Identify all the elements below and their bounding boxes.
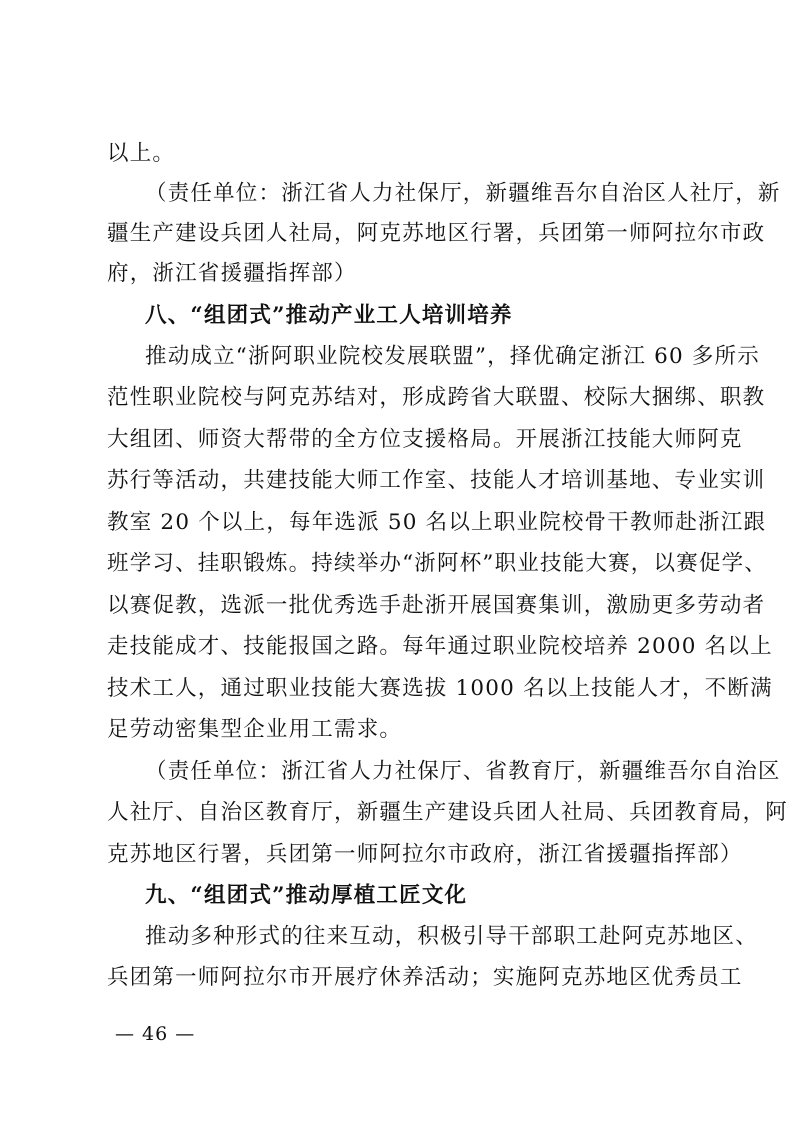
paragraph-line: 范性职业院校与阿克苏结对，形成跨省大联盟、校际大捆绑、职教 <box>107 385 766 410</box>
responsibility-note-line: 人社厅、自治区教育厅，新疆生产建设兵团人社局、兵团教育局，阿 <box>107 800 789 825</box>
responsibility-note-line: （责任单位：浙江省人力社保厅，新疆维吾尔自治区人社厅，新 <box>145 181 781 206</box>
paragraph-line: 苏行等活动，共建技能大师工作室、技能人才培训基地、专业实训 <box>107 468 766 493</box>
text-line: 以上。 <box>107 141 176 166</box>
paragraph-line: 大组团、师资大帮带的全方位支援格局。开展浙江技能大师阿克 <box>107 427 743 452</box>
paragraph-line: 以赛促教，选派一批优秀选手赴浙开展国赛集训，激励更多劳动者 <box>107 593 766 618</box>
paragraph-line: 兵团第一师阿拉尔市开展疗休养活动；实施阿克苏地区优秀员工 <box>107 965 743 990</box>
paragraph-line: 技术工人，通过职业技能大赛选拔 1000 名以上技能人才，不断满 <box>107 676 773 701</box>
responsibility-note-line: 府，浙江省援疆指挥部） <box>107 261 357 286</box>
paragraph-line: 推动成立“浙阿职业院校发展联盟”，择优确定浙江 60 多所示 <box>145 344 761 369</box>
paragraph-line: 走技能成才、技能报国之路。每年通过职业院校培养 2000 名以上 <box>107 634 773 659</box>
paragraph-line: 推动多种形式的往来互动，积极引导干部职工赴阿克苏地区、 <box>145 924 758 949</box>
responsibility-note-line: 疆生产建设兵团人社局，阿克苏地区行署，兵团第一师阿拉尔市政 <box>107 221 766 246</box>
page-number: — 46 — <box>115 1023 196 1045</box>
section-heading-8: 八、“组团式”推动产业工人培训培养 <box>145 303 513 328</box>
section-heading-9: 九、“组团式”推动厚植工匠文化 <box>145 883 468 908</box>
responsibility-note-line: （责任单位：浙江省人力社保厅、省教育厅，新疆维吾尔自治区 <box>145 759 781 784</box>
paragraph-line: 足劳动密集型企业用工需求。 <box>107 717 403 742</box>
paragraph-line: 班学习、挂职锻炼。持续举办“浙阿杯”职业技能大赛，以赛促学、 <box>107 551 767 576</box>
paragraph-line: 教室 20 个以上，每年选派 50 名以上职业院校骨干教师赴浙江跟 <box>107 510 767 535</box>
responsibility-note-line: 克苏地区行署，兵团第一师阿拉尔市政府，浙江省援疆指挥部） <box>107 842 743 867</box>
